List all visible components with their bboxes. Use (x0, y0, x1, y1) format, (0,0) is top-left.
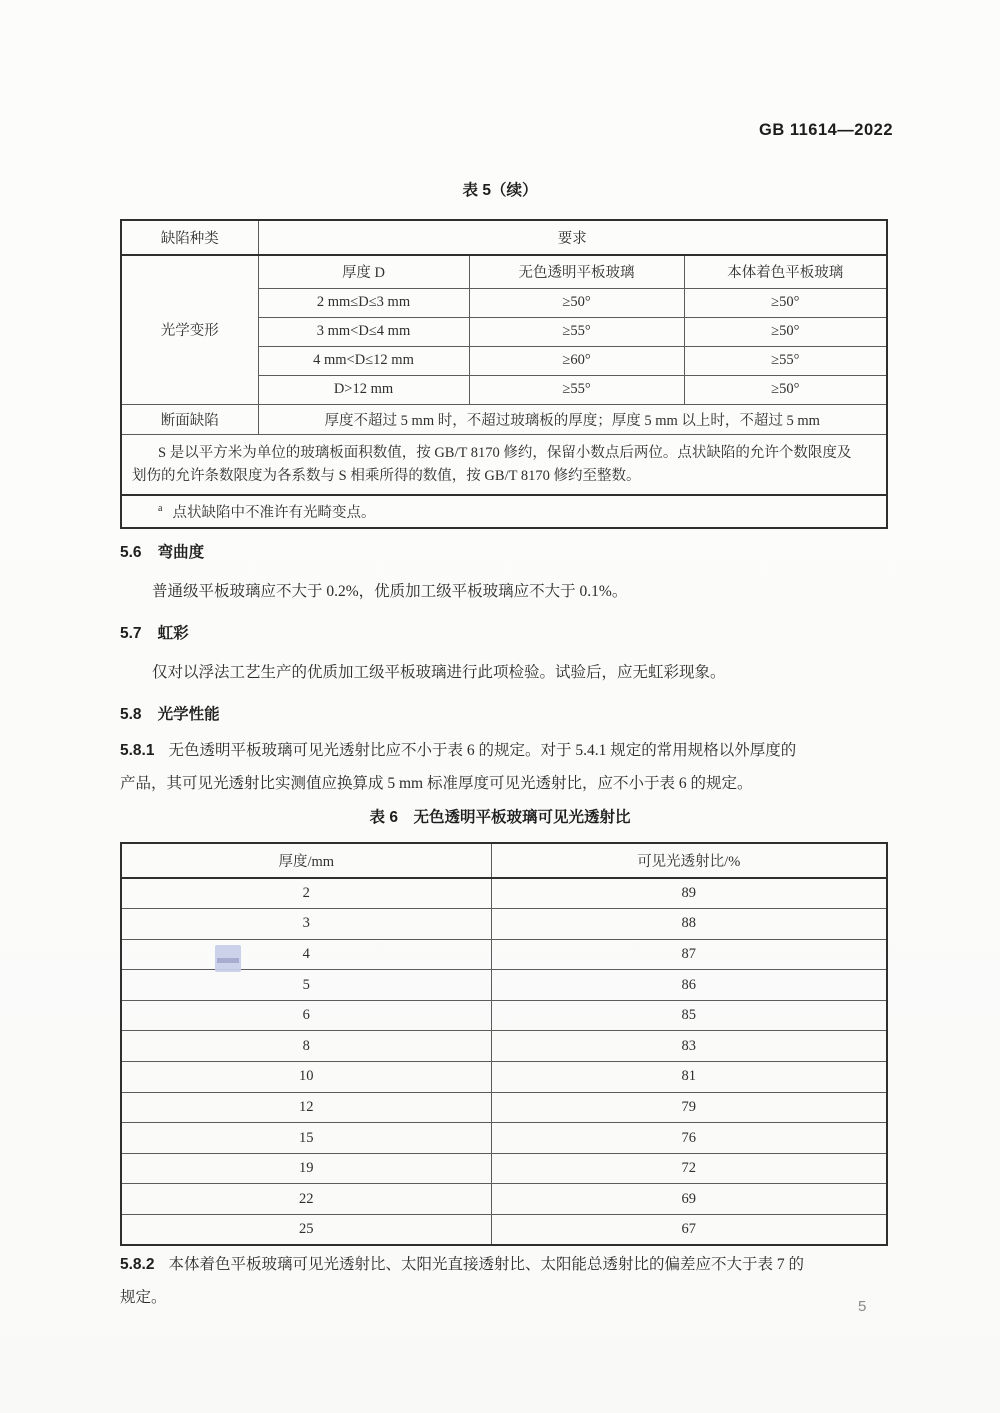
clause-title: 虹彩 (157, 625, 189, 642)
table5-title: 表 5（续） (462, 182, 538, 199)
clause-5-8-heading (120, 702, 220, 724)
table-row (121, 1153, 887, 1184)
cell-transmittance: 76 (491, 1123, 887, 1154)
col-header-thickness: 厚度/mm (121, 843, 491, 878)
table-note-line1: S 是以平方米为单位的玻璃板面积数值，按 GB/T 8170 修约，保留小数点后两位。点状缺陷的允许个数限度及 (158, 444, 852, 461)
table-row (121, 434, 887, 495)
clause-number: 5.6 (120, 544, 142, 561)
clause-number: 5.8.1 (120, 742, 155, 759)
cell-thickness: 25 (121, 1215, 491, 1246)
table-row (121, 255, 887, 288)
cell-optical-distortion-label: 光学变形 (121, 255, 258, 404)
col-header-transmittance: 可见光透射比/% (491, 843, 887, 878)
clause-text-line2: 规定。 (120, 1289, 167, 1306)
clause-text-line1: 本体着色平板玻璃可见光透射比、太阳光直接透射比、太阳能总透射比的偏差应不大于表 7 的 (168, 1256, 804, 1273)
cell-tinted-value: ≥50° (684, 317, 887, 346)
cell-thickness: 2 mm≤D≤3 mm (258, 288, 469, 317)
cell-thickness: 5 (121, 970, 491, 1001)
cell-thickness: 15 (121, 1123, 491, 1154)
col-header-defect-type: 缺陷种类 (121, 220, 258, 255)
clause-number: 5.8.2 (120, 1256, 155, 1273)
cell-colorless-value: ≥55° (469, 375, 684, 404)
table-row (121, 970, 887, 1001)
cell-thickness: 19 (121, 1153, 491, 1184)
table-row (121, 1184, 887, 1215)
col-header-tinted-glass: 本体着色平板玻璃 (684, 255, 887, 288)
clause-5-7-heading (120, 621, 189, 643)
cell-thickness: 3 (121, 909, 491, 940)
table-note (121, 434, 887, 495)
cell-thickness: 10 (121, 1062, 491, 1093)
cell-transmittance: 69 (491, 1184, 887, 1215)
cell-thickness: 6 (121, 1000, 491, 1031)
cell-transmittance: 72 (491, 1153, 887, 1184)
table-row (121, 404, 887, 434)
clause-5-8-1-body (120, 734, 895, 800)
cell-colorless-value: ≥55° (469, 317, 684, 346)
footnote-text: 点状缺陷中不准许有光畸变点。 (172, 504, 376, 521)
clause-5-8-2-body (120, 1248, 895, 1314)
table-row (121, 1000, 887, 1031)
table6-light-transmittance (120, 842, 888, 1246)
table-note-line2: 划伤的允许条数限度为各系数与 S 相乘所得的数值，按 GB/T 8170 修约至整数。 (132, 467, 641, 484)
standard-code-header: GB 11614—2022 (758, 121, 893, 139)
col-header-thickness: 厚度 D (258, 255, 469, 288)
cell-thickness: 12 (121, 1092, 491, 1123)
cell-tinted-value: ≥55° (684, 346, 887, 375)
table6-title: 表 6 无色透明平板玻璃可见光透射比 (369, 809, 631, 826)
table-row (121, 220, 887, 255)
cell-tinted-value: ≥50° (684, 288, 887, 317)
cell-transmittance: 81 (491, 1062, 887, 1093)
cell-tinted-value: ≥50° (684, 375, 887, 404)
cell-colorless-value: ≥60° (469, 346, 684, 375)
cell-transmittance: 89 (491, 878, 887, 909)
cell-thickness: 4 (121, 939, 491, 970)
cell-thickness: 8 (121, 1031, 491, 1062)
cell-section-defect-label: 断面缺陷 (121, 404, 258, 434)
table-row (121, 878, 887, 909)
table-footnote (121, 495, 887, 528)
cell-thickness: 3 mm<D≤4 mm (258, 317, 469, 346)
clause-5-6-body: 普通级平板玻璃应不大于 0.2%，优质加工级平板玻璃应不大于 0.1%。 (152, 583, 628, 600)
clause-text-line2: 产品，其可见光透射比实测值应换算成 5 mm 标准厚度可见光透射比，应不小于表 6 的规定。 (120, 775, 753, 792)
clause-title: 弯曲度 (157, 544, 205, 561)
table5-defect-requirements (120, 219, 888, 529)
cell-transmittance: 88 (491, 909, 887, 940)
table-row (121, 1062, 887, 1093)
cell-thickness: 4 mm<D≤12 mm (258, 346, 469, 375)
cell-thickness: 2 (121, 878, 491, 909)
clause-5-6-heading (120, 540, 204, 562)
table-row (121, 843, 887, 878)
clause-title: 光学性能 (157, 706, 220, 723)
clause-number: 5.7 (120, 625, 142, 642)
table-row (121, 1031, 887, 1062)
col-header-requirement: 要求 (258, 220, 887, 255)
cell-thickness: D>12 mm (258, 375, 469, 404)
table-row (121, 495, 887, 528)
table-row (121, 909, 887, 940)
cell-section-defect-value: 厚度不超过 5 mm 时，不超过玻璃板的厚度；厚度 5 mm 以上时，不超过 5 mm (258, 404, 887, 434)
footnote-marker: a (158, 502, 163, 514)
cell-transmittance: 79 (491, 1092, 887, 1123)
col-header-colorless-glass: 无色透明平板玻璃 (469, 255, 684, 288)
clause-5-7-body: 仅对以浮法工艺生产的优质加工级平板玻璃进行此项检验。试验后，应无虹彩现象。 (152, 664, 726, 681)
cell-transmittance: 87 (491, 939, 887, 970)
page-number: 5 (858, 1298, 867, 1315)
cell-transmittance: 85 (491, 1000, 887, 1031)
watermark-artifact (215, 945, 241, 972)
cell-transmittance: 83 (491, 1031, 887, 1062)
table-row (121, 1123, 887, 1154)
cell-thickness: 22 (121, 1184, 491, 1215)
clause-text-line1: 无色透明平板玻璃可见光透射比应不小于表 6 的规定。对于 5.4.1 规定的常用规格以外厚度的 (168, 742, 797, 759)
table-row (121, 1215, 887, 1246)
cell-transmittance: 67 (491, 1215, 887, 1246)
cell-transmittance: 86 (491, 970, 887, 1001)
table-row (121, 1092, 887, 1123)
clause-number: 5.8 (120, 706, 142, 723)
cell-colorless-value: ≥50° (469, 288, 684, 317)
